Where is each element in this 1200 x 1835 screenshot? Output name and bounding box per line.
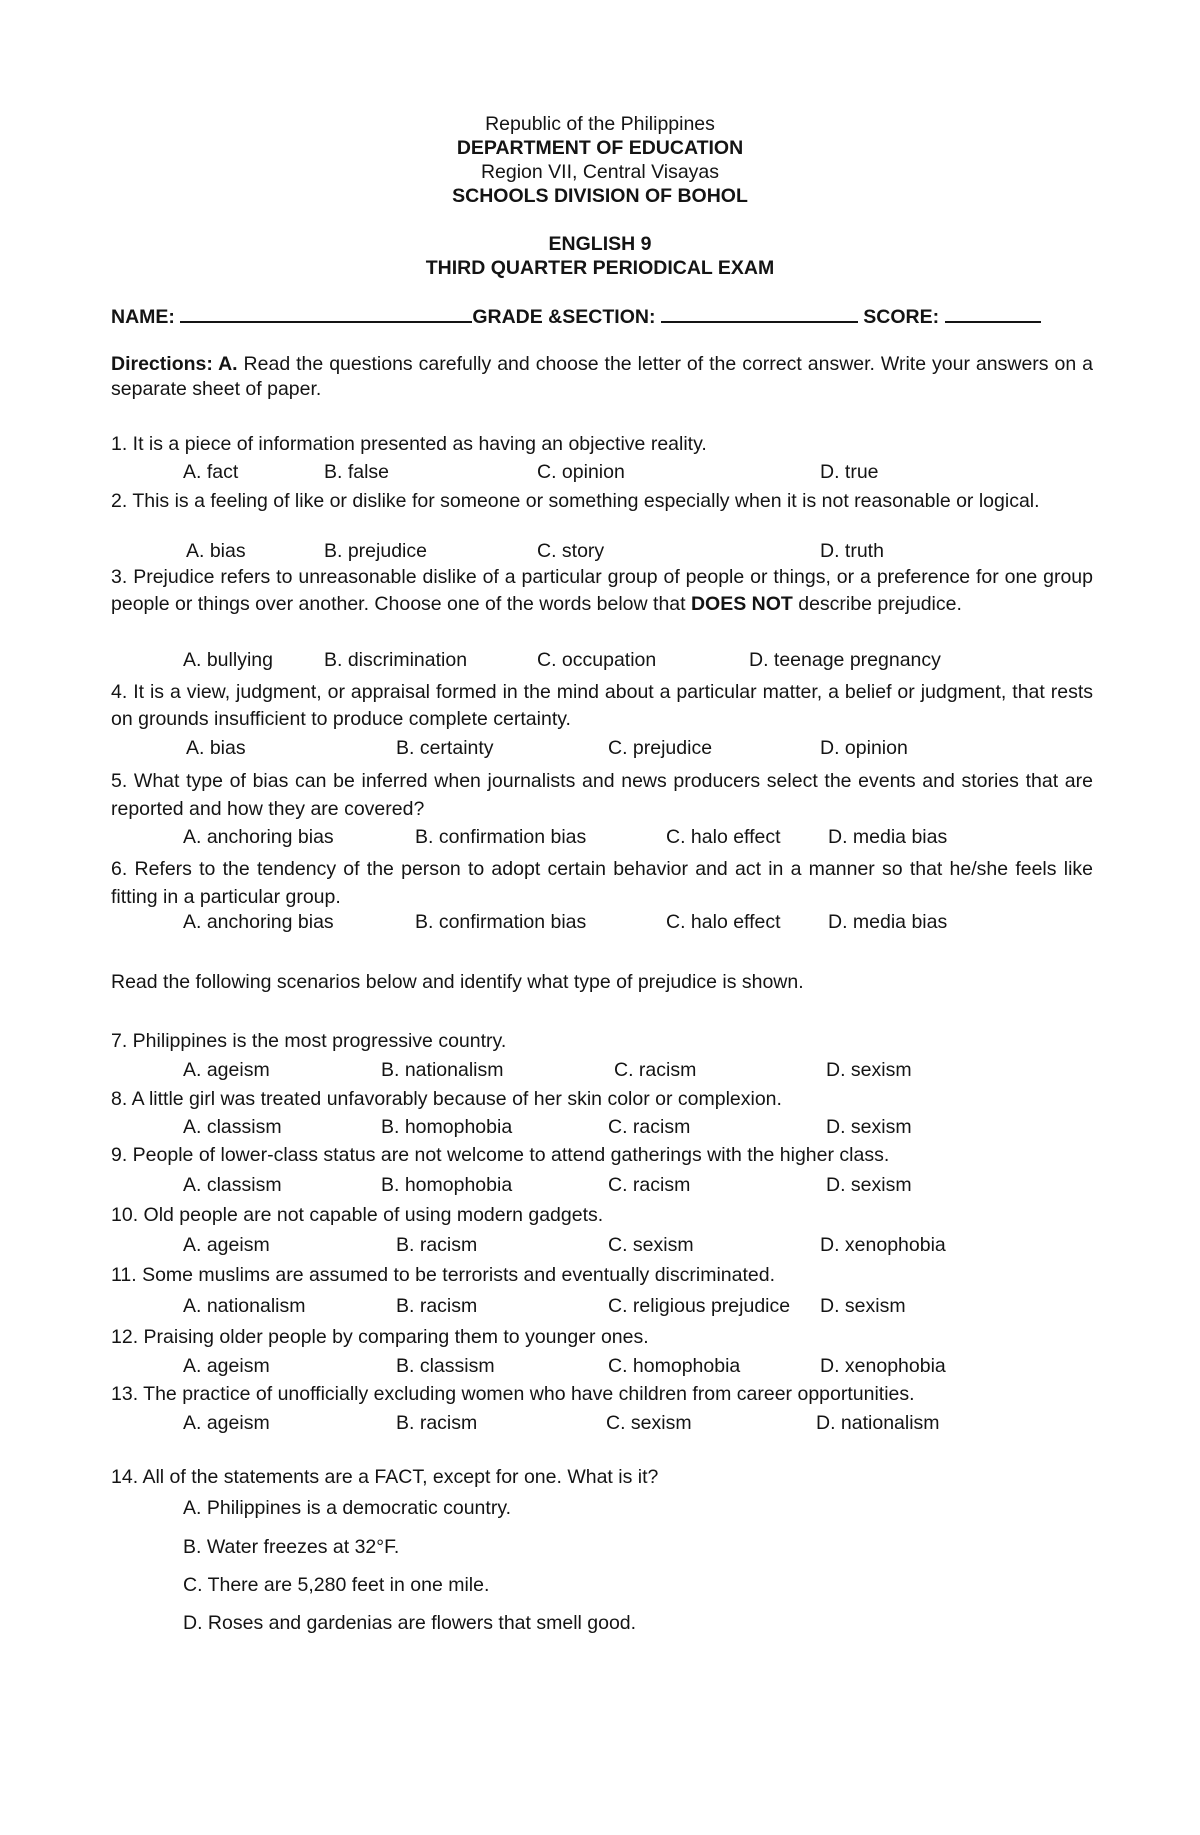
header-republic: Republic of the Philippines xyxy=(485,113,715,135)
choice-6d[interactable]: D. media bias xyxy=(828,911,948,933)
choice-3a[interactable]: A. bullying xyxy=(183,649,273,671)
choice-9a[interactable]: A. classism xyxy=(183,1174,282,1196)
choice-10d[interactable]: D. xenophobia xyxy=(820,1234,946,1256)
grade-section-blank[interactable] xyxy=(661,304,858,323)
directions xyxy=(111,352,1093,402)
question-3-emphasis: DOES NOT xyxy=(690,592,793,615)
question-3-text: 3. Prejudice refers to unreasonable dislike of a particular group of people or things, or a preference for one group people or things over another. Choose one of the words below that xyxy=(111,566,1093,615)
choice-4a[interactable]: A. bias xyxy=(186,737,246,759)
question-9: 9. People of lower-class status are not welcome to attend gatherings with the higher class. xyxy=(111,1144,890,1166)
choice-12d[interactable]: D. xenophobia xyxy=(820,1355,946,1377)
question-1: 1. It is a piece of information presented as having an objective reality. xyxy=(111,433,707,455)
choice-7c[interactable]: C. racism xyxy=(614,1059,697,1081)
choice-13a[interactable]: A. ageism xyxy=(183,1412,270,1434)
header-exam-title: THIRD QUARTER PERIODICAL EXAM xyxy=(425,257,775,279)
choice-13c[interactable]: C. sexism xyxy=(606,1412,692,1434)
name-blank[interactable] xyxy=(180,304,472,323)
grade-section-label: GRADE &SECTION: xyxy=(472,306,656,328)
score-label: SCORE: xyxy=(863,306,940,328)
choice-10c[interactable]: C. sexism xyxy=(608,1234,694,1256)
choice-13b[interactable]: B. racism xyxy=(396,1412,478,1434)
choice-7a[interactable]: A. ageism xyxy=(183,1059,270,1081)
choice-11d[interactable]: D. sexism xyxy=(820,1295,906,1317)
question-4: 4. It is a view, judgment, or appraisal formed in the mind about a particular matter, a belief or judgment, that rests on grounds insufficient to produce complete certainty. xyxy=(111,681,1093,730)
choice-1c[interactable]: C. opinion xyxy=(537,461,625,483)
choice-11b[interactable]: B. racism xyxy=(396,1295,478,1317)
choice-8d[interactable]: D. sexism xyxy=(826,1116,912,1138)
choice-2b[interactable]: B. prejudice xyxy=(324,540,427,562)
choice-1a[interactable]: A. fact xyxy=(183,461,239,483)
choice-7d[interactable]: D. sexism xyxy=(826,1059,912,1081)
student-info-line xyxy=(111,304,1041,329)
question-5: 5. What type of bias can be inferred when journalists and news producers select the events and stories that are reported and how they are covered? xyxy=(111,770,1093,820)
choice-2c[interactable]: C. story xyxy=(537,540,605,562)
choice-4b[interactable]: B. certainty xyxy=(396,737,494,759)
choice-4c[interactable]: C. prejudice xyxy=(608,737,713,759)
header-subject: ENGLISH 9 xyxy=(548,233,652,255)
choice-10b[interactable]: B. racism xyxy=(396,1234,478,1256)
choice-3b[interactable]: B. discrimination xyxy=(324,649,468,671)
choice-5d[interactable]: D. media bias xyxy=(828,826,948,848)
choice-8c[interactable]: C. racism xyxy=(608,1116,691,1138)
question-14: 14. All of the statements are a FACT, except for one. What is it? xyxy=(111,1466,659,1488)
choice-1d[interactable]: D. true xyxy=(820,461,879,483)
choice-7b[interactable]: B. nationalism xyxy=(381,1059,504,1081)
choice-5a[interactable]: A. anchoring bias xyxy=(183,826,334,848)
choice-12b[interactable]: B. classism xyxy=(396,1355,495,1377)
question-2: 2. This is a feeling of like or dislike for someone or something especially when it is not reasonable or logical. xyxy=(111,490,1040,512)
choice-11a[interactable]: A. nationalism xyxy=(183,1295,306,1317)
choice-9d[interactable]: D. sexism xyxy=(826,1174,912,1196)
choice-6a[interactable]: A. anchoring bias xyxy=(183,911,334,933)
choice-13d[interactable]: D. nationalism xyxy=(816,1412,940,1434)
choice-1b[interactable]: B. false xyxy=(324,461,390,483)
question-3-text-end: describe prejudice. xyxy=(792,592,962,615)
choice-3c[interactable]: C. occupation xyxy=(537,649,657,671)
choice-9c[interactable]: C. racism xyxy=(608,1174,691,1196)
choice-12a[interactable]: A. ageism xyxy=(183,1355,270,1377)
header-region: Region VII, Central Visayas xyxy=(480,161,720,183)
choice-14a[interactable]: A. Philippines is a democratic country. xyxy=(183,1497,512,1519)
choice-2d[interactable]: D. truth xyxy=(820,540,884,562)
header-department: DEPARTMENT OF EDUCATION xyxy=(456,137,744,159)
question-11: 11. Some muslims are assumed to be terrorists and eventually discriminated. xyxy=(111,1264,776,1286)
choice-12c[interactable]: C. homophobia xyxy=(608,1355,741,1377)
question-12: 12. Praising older people by comparing them to younger ones. xyxy=(111,1326,649,1348)
choice-9b[interactable]: B. homophobia xyxy=(381,1174,513,1196)
directions-text: Read the questions carefully and choose the letter of the correct answer. Write your answers on a separate sheet of paper. xyxy=(111,353,1093,400)
question-13: 13. The practice of unofficially excluding women who have children from career opportunities. xyxy=(111,1383,915,1405)
choice-8b[interactable]: B. homophobia xyxy=(381,1116,513,1138)
question-8: 8. A little girl was treated unfavorably because of her skin color or complexion. xyxy=(111,1088,782,1110)
choice-8a[interactable]: A. classism xyxy=(183,1116,282,1138)
question-7: 7. Philippines is the most progressive country. xyxy=(111,1030,507,1052)
section-b-instructions: Read the following scenarios below and identify what type of prejudice is shown. xyxy=(111,971,804,993)
choice-5b[interactable]: B. confirmation bias xyxy=(415,826,587,848)
score-blank[interactable] xyxy=(945,304,1041,323)
choice-14d[interactable]: D. Roses and gardenias are flowers that smell good. xyxy=(183,1612,637,1634)
choice-6b[interactable]: B. confirmation bias xyxy=(415,911,587,933)
choice-10a[interactable]: A. ageism xyxy=(183,1234,270,1256)
choice-2a[interactable]: A. bias xyxy=(186,540,246,562)
choice-5c[interactable]: C. halo effect xyxy=(666,826,781,848)
header-division: SCHOOLS DIVISION OF BOHOL xyxy=(452,185,748,207)
choice-3d[interactable]: D. teenage pregnancy xyxy=(749,649,941,671)
choice-6c[interactable]: C. halo effect xyxy=(666,911,781,933)
question-10: 10. Old people are not capable of using modern gadgets. xyxy=(111,1204,604,1226)
question-3 xyxy=(111,564,1093,617)
question-6: 6. Refers to the tendency of the person to adopt certain behavior and act in a manner so that he/she feels like fitting in a particular group. xyxy=(111,858,1093,908)
choice-4d[interactable]: D. opinion xyxy=(820,737,908,759)
directions-label: Directions: A. xyxy=(111,353,238,375)
name-label: NAME: xyxy=(111,306,175,328)
choice-14b[interactable]: B. Water freezes at 32°F. xyxy=(183,1536,400,1558)
choice-11c[interactable]: C. religious prejudice xyxy=(608,1295,791,1317)
choice-14c[interactable]: C. There are 5,280 feet in one mile. xyxy=(183,1574,490,1596)
